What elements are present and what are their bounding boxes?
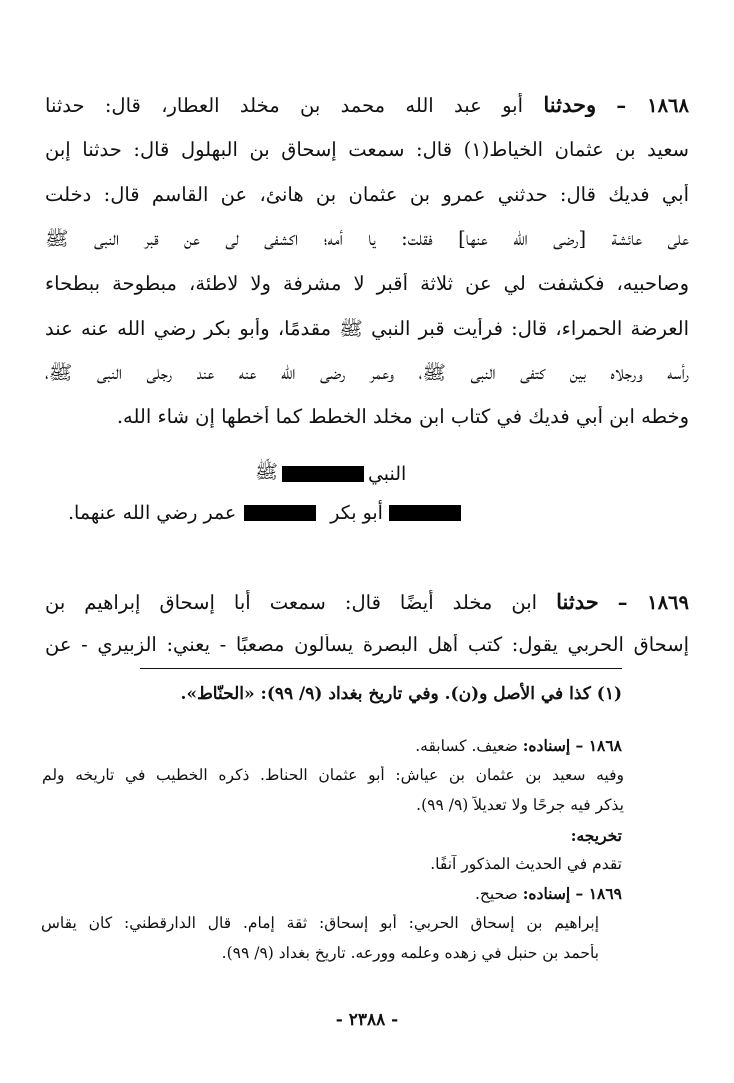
isnad-1868 xyxy=(415,736,622,755)
hadith-1868-line-2: سعيد بن عثمان الخياط(١) قال: سمعت إسحاق بن البهلول قال: حدثنا إبن xyxy=(45,139,689,161)
isnad-1869-text: صحيح. xyxy=(474,885,518,903)
hadith-number: ١٨٦٨ – xyxy=(616,94,689,117)
umar-label: عمر رضي الله عنهما. xyxy=(68,502,237,524)
isnad-1868-label: ١٨٦٨ – إسناده: xyxy=(522,736,622,755)
hadith-1868-line-1 xyxy=(45,93,689,117)
diagram-prophet-row xyxy=(255,460,406,488)
isnad-1869 xyxy=(475,884,622,903)
hadith-1869-line-2: إسحاق الحربي يقول: كتب أهل البصرة يسألون مصعبًا - يعني: الزبيري - عن xyxy=(45,634,689,656)
grave-marker-abubakr xyxy=(389,505,461,521)
note-line-8: بأحمد بن حنبل في زهده وعلمه وورعه. تاريخ بغداد (٩/ ٩٩). xyxy=(221,944,599,962)
hadith-1868-line-8: وخطه ابن أبي فديك في كتاب ابن مخلد الخطط كما أخطها إن شاء الله. xyxy=(116,406,689,428)
abubakr-label: أبو بكر xyxy=(330,502,383,524)
prophet-label: النبي xyxy=(367,463,407,485)
hadith-1868-line-7: رأسه ورجلاه بين كتفي النبي ﷺ، وعمر رضي الله عنه عند رجلي النبي ﷺ، xyxy=(45,362,689,384)
diagram-companions-row xyxy=(68,502,461,524)
opening-word: وحدثنا xyxy=(543,93,597,117)
note-line-3: يذكر فيه جرحًا ولا تعديلاً (٩/ ٩٩). xyxy=(416,796,624,814)
grave-marker-umar xyxy=(244,505,316,521)
hadith-1868-line-6: العرضة الحمراء، قال: فرأيت قبر النبي ﷺ مقدمًا، وأبو بكر رضي الله عنه عند xyxy=(45,318,689,340)
hadith-1868-line-3: أبي فديك قال: حدثني عمرو بن عثمان بن هانئ، عن القاسم قال: دخلت xyxy=(45,184,689,206)
footnote-1: (١) كذا في الأصل و(ن). وفي تاريخ بغداد (٩/ ٩٩): «الحنّاط». xyxy=(180,684,622,704)
opening-word: حدثنا xyxy=(556,590,599,614)
honorific-glyph: ﷺ xyxy=(255,461,278,483)
footnote-separator xyxy=(140,668,622,669)
hadith-1869-line-1 xyxy=(45,590,689,614)
note-line-7: إبراهيم بن إسحاق الحربي: أبو إسحاق: ثقة إمام. قال الدارقطني: كان يقاس xyxy=(41,914,599,932)
takhrij-text: تقدم في الحديث المذكور آنفًا. xyxy=(430,855,622,873)
page-number: - ٢٣٨٨ - xyxy=(335,1010,399,1030)
takhrij-label: تخريجه: xyxy=(570,826,622,845)
line-text: ابن مخلد أيضًا قال: سمعت أبا إسحاق إبراهيم بن xyxy=(45,591,538,614)
isnad-1869-label: ١٨٦٩ – إسناده: xyxy=(522,884,622,903)
isnad-1868-text: ضعيف. كسابقه. xyxy=(415,737,518,755)
hadith-1868-line-5: وصاحبيه، فكشفت لي عن ثلاثة أقبر لا مشرفة ولا لاطئة، مبطوحة ببطحاء xyxy=(45,273,689,295)
grave-marker-prophet xyxy=(282,466,364,482)
line-text: أبو عبد الله محمد بن مخلد العطار، قال: حدثنا xyxy=(45,94,524,117)
note-line-2: وفيه سعيد بن عثمان بن عياش: أبو عثمان الحناط. ذكره الخطيب في تاريخه ولم xyxy=(42,766,624,784)
hadith-1868-line-4: على عائشة [رضي الله عنها] فقلت: يا أمه؛ اكشفي لي عن قبر النبي ﷺ xyxy=(45,228,689,250)
hadith-number: ١٨٦٩ – xyxy=(617,591,689,614)
